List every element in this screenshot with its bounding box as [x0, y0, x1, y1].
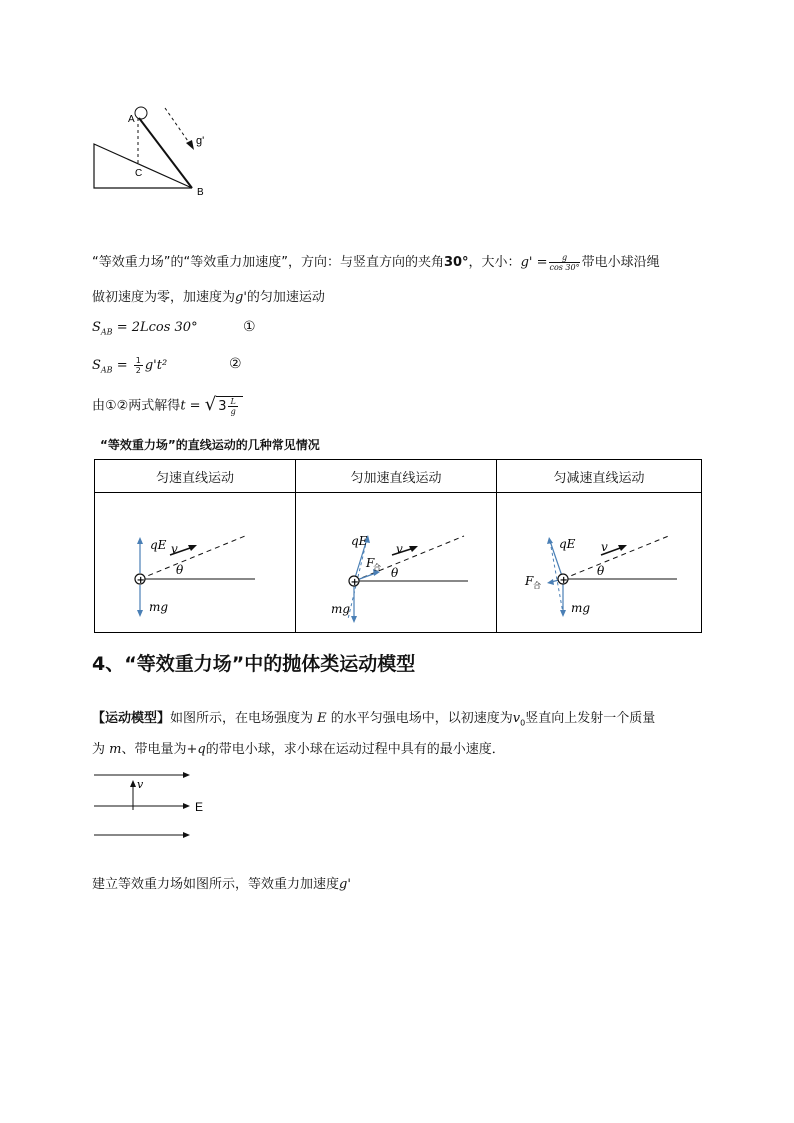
equation-2-mark: ②	[229, 356, 242, 372]
mg-arrow-icon	[560, 610, 566, 617]
svg-text:mg: mg	[149, 600, 169, 614]
header-decelerating: 匀减速直线运动	[497, 460, 702, 493]
model-paragraph-line-2: 为 m、带电量为+q的带电小球，求小球在运动过程中具有的最小速度．	[92, 742, 505, 757]
label-c: C	[135, 168, 143, 179]
mg-arrow-icon	[137, 610, 143, 617]
model-paragraph-line-3: 建立等效重力场如图所示，等效重力加速度g'	[92, 877, 351, 892]
svg-text:qE: qE	[351, 534, 368, 548]
svg-text:合: 合	[373, 563, 381, 572]
svg-text:F: F	[366, 556, 375, 570]
label-v: v	[137, 778, 144, 791]
label-gprime: g'	[196, 135, 205, 147]
solve-line: 由①②两式解得t = √ 3 $\frac{L}{g}$	[92, 396, 243, 416]
svg-text:θ: θ	[176, 563, 184, 577]
svg-text:+: +	[559, 575, 568, 586]
incline-figure	[88, 100, 218, 200]
text-line-2: 做初速度为零，加速度为g'的匀加速运动	[92, 290, 325, 305]
header-accelerating: 匀加速直线运动	[296, 460, 497, 493]
svg-text:qE: qE	[559, 537, 576, 551]
cell-accelerating	[296, 493, 497, 633]
gprime-arrowhead-icon	[186, 140, 194, 150]
cell-decelerating	[497, 493, 702, 633]
mg-arrow-icon	[351, 616, 357, 623]
motion-cases-table	[94, 459, 702, 633]
label-e: E	[195, 800, 204, 814]
label-b: B	[197, 187, 204, 198]
svg-text:v: v	[171, 542, 178, 556]
label-a: A	[128, 114, 135, 125]
diagram-accelerating	[296, 493, 496, 628]
equation-1: $S_{AB} = 2Lcos$ 30°	[92, 320, 198, 337]
v0-arrowhead-icon	[130, 780, 136, 787]
model-paragraph-line-1: 【运动模型】如图所示，在电场强度为 E 的水平匀强电场中，以初速度为$v_0$竖直向上发射一个质量	[92, 711, 656, 728]
svg-text:合: 合	[533, 581, 541, 590]
svg-text:F: F	[525, 574, 534, 588]
text-line-1: “等效重力场”的“等效重力加速度”，方向：与竖直方向的夹角30°，大小：g' = $\frac{g}{\cos 30^\circ}$ 带电小球沿绳	[92, 253, 660, 272]
field-arrowhead-icon	[183, 772, 190, 778]
string-ab	[139, 118, 192, 188]
field-arrowhead-icon	[183, 803, 190, 809]
field-arrowhead-icon	[183, 832, 190, 838]
svg-text:θ: θ	[597, 564, 605, 578]
svg-text:θ: θ	[391, 566, 399, 580]
incline-block	[94, 144, 192, 188]
svg-text:+: +	[136, 575, 145, 586]
f-net-arrow-icon	[547, 579, 554, 585]
svg-text:+: +	[350, 577, 359, 588]
svg-text:v: v	[601, 540, 608, 554]
section-4-heading: 4、“等效重力场”中的抛体类运动模型	[92, 653, 416, 675]
sqrt-expression: √ 3 $\frac{L}{g}$	[205, 396, 243, 416]
svg-text:qE: qE	[150, 538, 167, 552]
gprime-arrow	[165, 108, 190, 144]
fraction-g-over-cos: $\frac{g}{\cos 30^\circ}$	[549, 253, 580, 272]
svg-text:mg: mg	[331, 602, 351, 616]
equation-1-mark: ①	[243, 319, 256, 335]
diagram-uniform	[95, 493, 295, 628]
ball-a	[135, 107, 147, 119]
cell-uniform	[95, 493, 296, 633]
svg-text:mg: mg	[571, 601, 591, 615]
table-caption: “等效重力场”的直线运动的几种常见情况	[100, 438, 320, 452]
header-uniform: 匀速直线运动	[95, 460, 296, 493]
qe-arrow-icon	[137, 537, 143, 544]
svg-text:v: v	[396, 542, 403, 556]
diagram-decelerating	[497, 493, 701, 628]
fraction-half: $\frac{1}{2}$	[135, 356, 141, 375]
equation-2: $S_{AB}$ = $\frac{1}{2}$ g't²	[92, 356, 168, 375]
electric-field-figure	[90, 766, 220, 846]
